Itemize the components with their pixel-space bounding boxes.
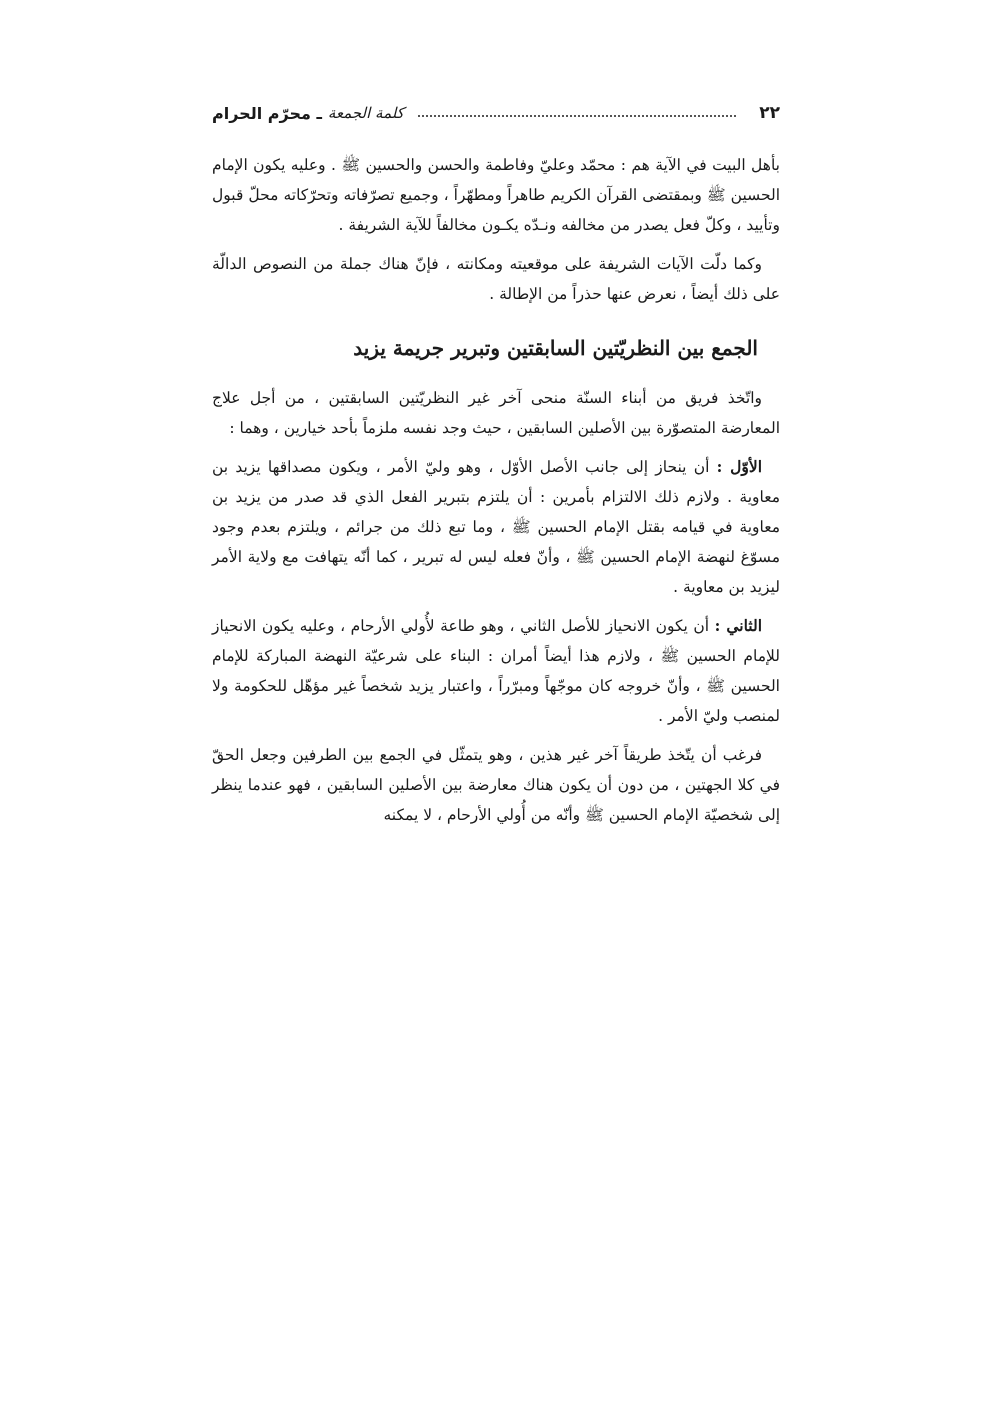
paragraph-option-second — [212, 611, 780, 731]
series-title-calligraphy: كلمة الجمعة — [327, 104, 404, 122]
page-body — [212, 150, 780, 830]
page-number: ٢٢ — [759, 103, 780, 123]
option-first-lead: الأوّل : — [716, 457, 762, 476]
section-heading: الجمع بين النظريّتين السابقتين وتبرير جريمة يزيد — [353, 336, 758, 360]
paragraph-last: فرغب أن يتّخذ طريقاً آخر غير هذين ، وهو يتمثّل في الجمع بين الطرفين وجعل الحقّ في كلا الجهتين ، من دون أن يكون هناك معارضة بين الأصلين السابقين ، فهو عندما ينظر إلى شخصيّة الإمام الحسين ﷺ وأنّه من أُولي الأرحام ، لا يمكنه — [212, 746, 780, 824]
option-second-lead: الثاني : — [714, 616, 762, 635]
header-dotted-leader — [418, 115, 736, 117]
option-second-text: أن يكون الانحياز للأصل الثاني ، وهو طاعة لأُولي الأرحام ، وعليه يكون الانحياز للإمام الحسين ﷺ ، ولازم هذا أيضاً أمران : البناء على شرعيّة النهضة المباركة للإمام الحسين ﷺ ، وأنّ خروجه كان موجّهاً ومبرّراً ، واعتبار يزيد شخصاً غير مؤهّل للحكومة ولا لمنصب وليّ الأمر . — [212, 617, 780, 725]
paragraph-option-first — [212, 452, 780, 602]
running-title — [212, 104, 404, 123]
book-title: ـ محرّم الحرام — [212, 103, 322, 123]
book-page — [212, 96, 780, 839]
option-first-text: أن ينحاز إلى جانب الأصل الأوّل ، وهو وليّ الأمر ، ويكون مصداقها يزيد بن معاوية . ولازم ذلك الالتزام بأمرين : أن يلتزم بتبرير الفعل الذي قد صدر من يزيد بن معاوية في قيامه بقتل الإمام الحسين ﷺ ، وما تبع ذلك من جرائم ، ويلتزم بعدم وجود مسوّغ لنهضة الإمام الحسين ﷺ ، وأنّ فعله ليس له تبرير ، كما أنّه يتهافت مع ولاية الأمر ليزيد بن معاوية . — [212, 458, 780, 596]
paragraph-verses: وكما دلّت الآيات الشريفة على موقعيته ومكانته ، فإنّ هناك جملة من النصوص الدالّة على ذلك أيضاً ، نعرض عنها حذراً من الإطالة . — [212, 255, 780, 303]
paragraph-ahl-al-bayt: بأهل البيت في الآية هم : محمّد وعليّ وفاطمة والحسن والحسين ﷺ . وعليه يكون الإمام الحسين ﷺ وبمقتضى القرآن الكريم طاهراً ومطهّراً ، وجميع تصرّفاته وتحرّكاته محلّ قبول وتأييد ، وكلّ فعل يصدر من مخالفه ونـدّه يكـون مخالفاً للآية الشريفة . — [212, 156, 780, 234]
running-header — [212, 96, 780, 130]
paragraph-intro: واتّخذ فريق من أبناء السنّة منحى آخر غير النظريّتين السابقتين ، من أجل علاج المعارضة المتصوّرة بين الأصلين السابقين ، حيث وجد نفسه ملزماً بأحد خيارين ، وهما : — [212, 389, 780, 437]
